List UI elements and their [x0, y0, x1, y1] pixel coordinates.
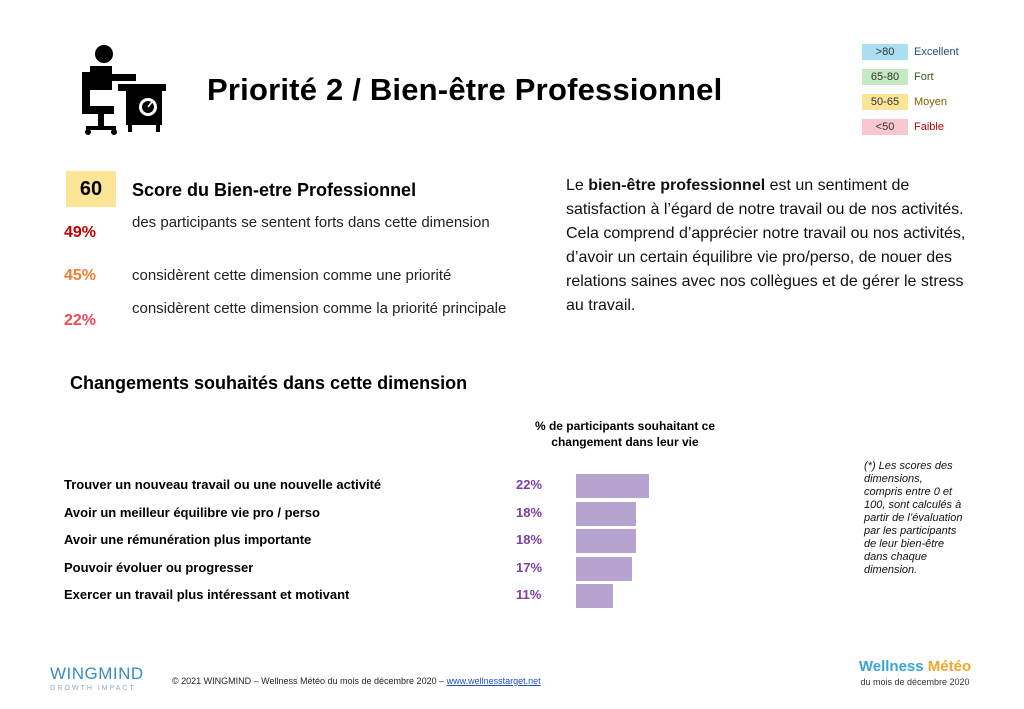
legend-swatch: <50	[862, 119, 908, 135]
stat-text: considèrent cette dimension comme la priorité principale	[132, 300, 507, 317]
wellness-meteo-logo	[840, 658, 990, 687]
description-body: est un sentiment de satisfaction à l’égard de notre travail ou de nos activités. Cela comprend d’apprécier notre travail ou nos activités, d’avoir un certain équilibre vie pro/perso, de nouer des relations saines avec nos collègues et de gérer le stress au travail.	[566, 177, 966, 314]
chart-row	[64, 474, 664, 496]
chart-category-label: Avoir une rémunération plus importante	[64, 532, 312, 547]
wm-word-meteo: Météo	[927, 658, 972, 675]
footnote: (*) Les scores des dimensions, compris entre 0 et 100, sont calculés à partir de l’évaluation par les participants de leur bien-être dans chaque dimension.	[864, 460, 963, 576]
dimension-description	[566, 174, 966, 318]
chart-value-label: 17%	[516, 559, 543, 575]
legend-swatch: 65-80	[862, 69, 908, 85]
chart-bar	[576, 557, 632, 581]
legend-item-fort	[862, 69, 972, 85]
page-title: Priorité 2 / Bien-être Professionnel	[207, 72, 723, 107]
chart-value-label: 18%	[516, 504, 543, 520]
chart-bar	[576, 502, 636, 526]
chart-category-label: Trouver un nouveau travail ou une nouvelle activité	[64, 477, 382, 492]
stat-percentage: 49%	[64, 224, 97, 241]
copyright-text: © 2021 WINGMIND – Wellness Météo du mois de décembre 2020 –	[172, 676, 447, 686]
legend-item-faible	[862, 119, 972, 135]
chart-row	[64, 502, 664, 524]
office-worker-icon	[76, 44, 168, 136]
legend-item-excellent	[862, 44, 972, 60]
chart-bar	[576, 529, 636, 553]
chart-bar	[576, 584, 613, 608]
wm-title	[840, 658, 990, 675]
legend-label: Moyen	[914, 96, 948, 108]
chart-category-label: Exercer un travail plus intéressant et motivant	[64, 587, 350, 602]
score-badge: 60	[66, 171, 116, 207]
description-keyword: bien-être professionnel	[588, 177, 766, 194]
chart-value-label: 11%	[516, 587, 542, 602]
legend-label: Fort	[914, 71, 934, 83]
legend-swatch: 50-65	[862, 94, 908, 110]
legend-label: Faible	[914, 121, 944, 133]
stat-text: des participants se sentent forts dans cette dimension	[132, 214, 490, 231]
legend-swatch: >80	[862, 44, 908, 60]
stat-percentage: 22%	[64, 312, 97, 329]
wm-subtitle: du mois de décembre 2020	[860, 677, 970, 687]
chart-category-label: Avoir un meilleur équilibre vie pro / perso	[64, 504, 320, 520]
website-link[interactable]: www.wellnesstarget.net	[446, 676, 541, 686]
chart-row	[64, 584, 664, 606]
chart-value-label: 18%	[516, 532, 543, 547]
section-title: Changements souhaités dans cette dimension	[70, 373, 468, 393]
description-prefix: Le	[566, 177, 589, 194]
footer-copyright	[172, 676, 541, 686]
chart-row	[64, 529, 664, 551]
chart-title: % de participants souhaitant ce changement dans leur vie	[534, 419, 716, 449]
chart-row	[64, 557, 664, 579]
score-legend	[862, 44, 972, 144]
score-title: Score du Bien-etre Professionnel	[132, 180, 417, 200]
logo-brand: WINGMIND	[50, 664, 144, 683]
wingmind-logo	[50, 664, 144, 692]
stat-percentage: 45%	[64, 267, 97, 284]
stat-text: considèrent cette dimension comme une priorité	[132, 267, 452, 284]
chart-bar	[576, 474, 649, 498]
legend-item-moyen	[862, 94, 972, 110]
chart-value-label: 22%	[516, 477, 543, 492]
chart-category-label: Pouvoir évoluer ou progresser	[64, 559, 254, 575]
legend-label: Excellent	[914, 46, 959, 58]
logo-tagline: GROWTH IMPACT	[50, 685, 136, 692]
wm-word-wellness: Wellness	[858, 658, 924, 675]
